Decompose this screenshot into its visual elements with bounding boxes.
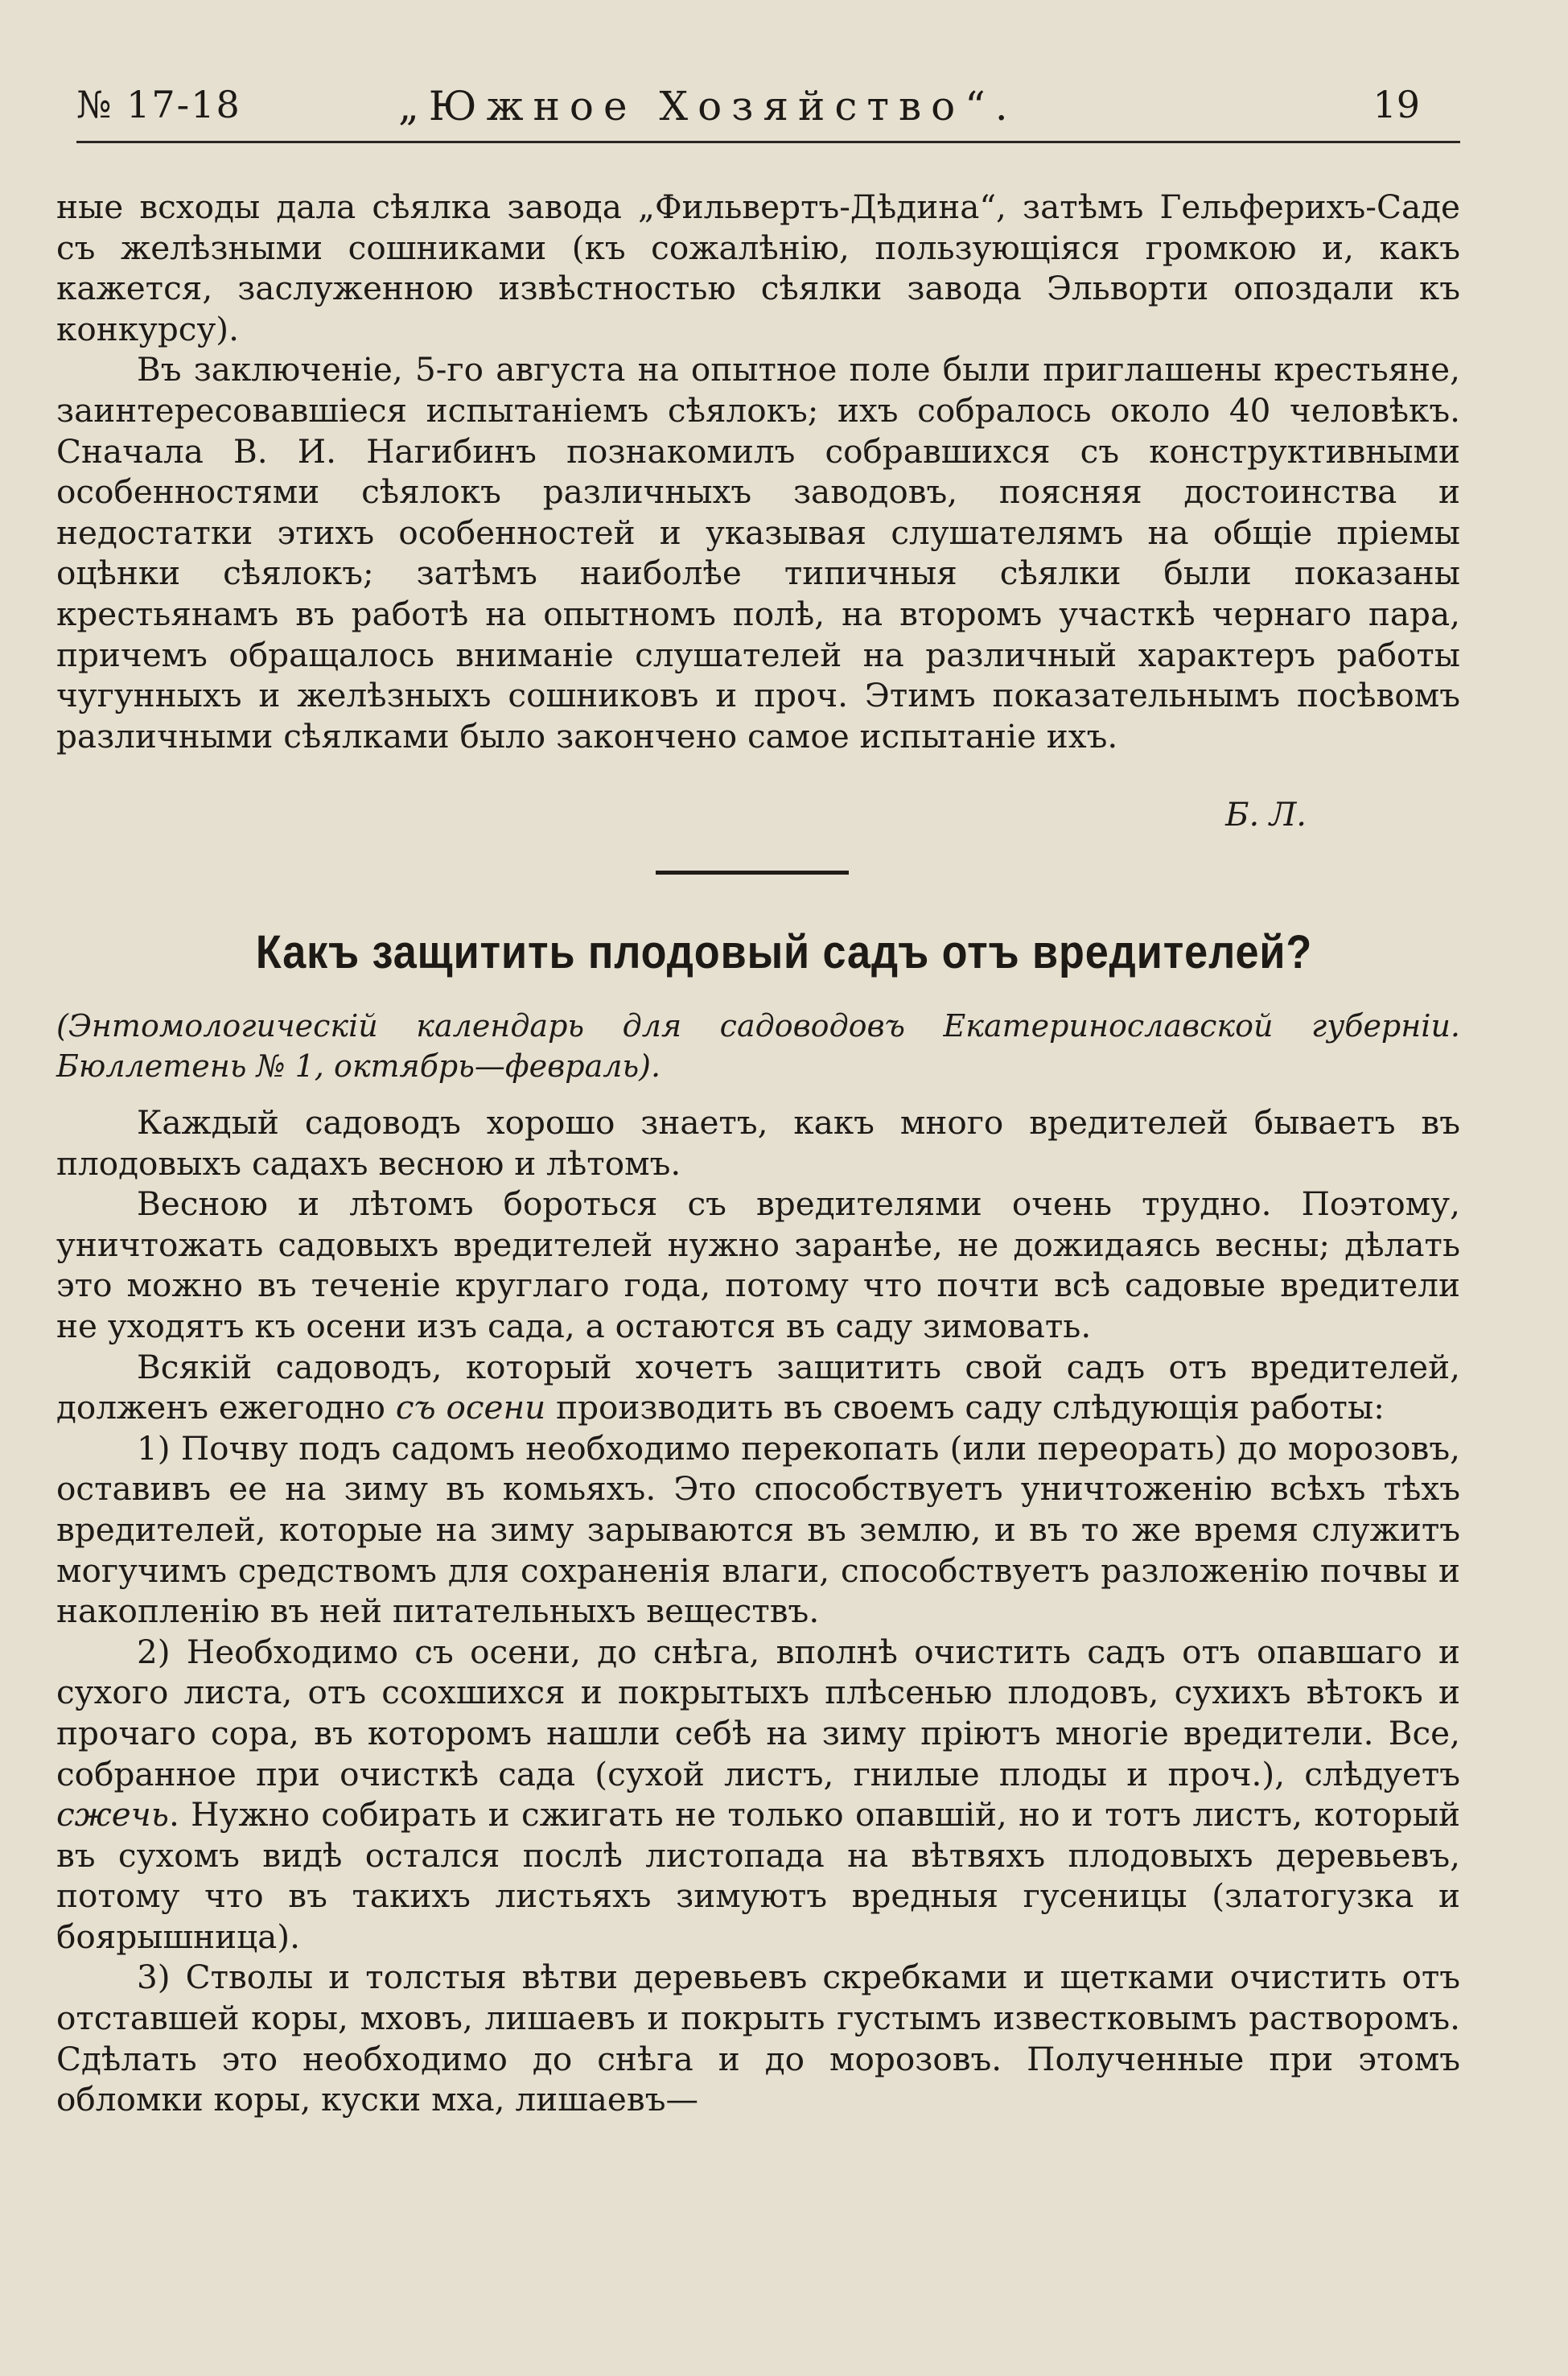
- text-run: . Нужно собирать и сжигать не только опавшій, но и тотъ листъ, который въ сухомъ видѣ остался послѣ листопада на вѣтвяхъ плодовыхъ деревьевъ, потому что въ такихъ листьяхъ зимуютъ вредныя гусеницы (златогузка и боярышница).: [56, 1795, 1460, 1956]
- emphasis: съ осени: [395, 1388, 546, 1427]
- paragraph: Въ заключеніе, 5-го августа на опытное поле были приглашены крестьяне, заинтересовавшіеся испытаніемъ сѣялокъ; ихъ собралось около 40 человѣкъ. Сначала В. И. Нагибинъ познакомилъ собравшихся съ конструктивными особенностями сѣялокъ различныхъ заводовъ, поясняя достоинства и недостатки этихъ особенностей и указывая слушателямъ на общіе пріемы оцѣнки сѣялокъ; затѣмъ наиболѣе типичныя сѣялки были показаны крестьянамъ въ работѣ на опытномъ полѣ, на второмъ участкѣ чернаго пара, причемъ обращалось вниманіе слушателей на различный характеръ работы чугунныхъ и желѣзныхъ сошниковъ и проч. Этимъ показательнымъ посѣвомъ различными сѣялками было закончено самое испытаніе ихъ.: [56, 350, 1460, 756]
- list-item: [56, 1632, 1460, 1958]
- text-run: производить въ своемъ саду слѣдующія работы:: [545, 1388, 1385, 1427]
- text-run: Всякій садоводъ, который хочетъ защитить свой садъ отъ вредителей, долженъ ежегодно: [56, 1347, 1460, 1427]
- article-title: Какъ защитить плодовый садъ отъ вредителей?: [255, 926, 1313, 978]
- paragraph: Весною и лѣтомъ бороться съ вредителями очень трудно. Поэтому, уничтожать садовыхъ вредителей нужно заранѣе, не дожидаясь весны; дѣлать это можно въ теченіе круглаго года, потому что почти всѣ садовые вредители не уходятъ къ осени изъ сада, а остаются въ саду зимовать.: [56, 1184, 1460, 1345]
- previous-article-text: [56, 187, 1460, 756]
- paragraph: Каждый садоводъ хорошо знаетъ, какъ много вредителей бываетъ въ плодовыхъ садахъ весною и лѣтомъ.: [56, 1103, 1460, 1183]
- article-body: [56, 1102, 1460, 2120]
- list-item: 3) Стволы и толстыя вѣтви деревьевъ скребками и щетками очистить отъ отставшей коры, мховъ, лишаевъ и покрыть густымъ известковымъ растворомъ. Сдѣлать это необходимо до снѣга и до морозовъ. Полученные при этомъ обломки коры, куски мха, лишаевъ—: [56, 1958, 1460, 2119]
- journal-title: „Южное Хозяйство“.: [398, 83, 1018, 130]
- section-divider: [656, 871, 849, 875]
- text-run: 2) Необходимо съ осени, до снѣга, вполнѣ очистить садъ отъ опавшаго и сухого листа, отъ ссохшихся и покрытыхъ плѣсенью плодовъ, сухихъ вѣтокъ и прочаго сора, въ которомъ нашли себѣ на зиму пріютъ многіе вредители. Все, собранное при очисткѣ сада (сухой листъ, гнилые плоды и проч.), слѣдуетъ: [56, 1632, 1460, 1793]
- list-item: 1) Почву подъ садомъ необходимо перекопать (или переорать) до морозовъ, оставивъ ее на зиму въ комьяхъ. Это способствуетъ уничтоженію всѣхъ тѣхъ вредителей, которые на зиму зарываются въ землю, и въ то же время служитъ могучимъ средствомъ для сохраненія влаги, способствуетъ разложенію почвы и накопленію въ ней питательныхъ веществъ.: [56, 1428, 1460, 1631]
- page-header: [76, 76, 1460, 143]
- paragraph: [56, 1347, 1460, 1428]
- article-subtitle: (Энтомологическій календарь для садоводовъ Екатеринославской губерніи. Бюллетень № 1, октябрь—февраль).: [56, 1008, 1460, 1084]
- page-number: 19: [1373, 83, 1420, 126]
- author-signature: Б. Л.: [1225, 797, 1307, 834]
- paragraph: ные всходы дала сѣялка завода „Фильвертъ-Дѣдина“, затѣмъ Гельферихъ-Саде съ желѣзными сошниками (къ сожалѣнію, пользующіяся громкою и, какъ кажется, заслуженною извѣстностью сѣялки завода Эльворти опоздали къ конкурсу).: [56, 187, 1460, 348]
- issue-number: № 17-18: [76, 83, 241, 126]
- emphasis: сжечь: [56, 1795, 169, 1835]
